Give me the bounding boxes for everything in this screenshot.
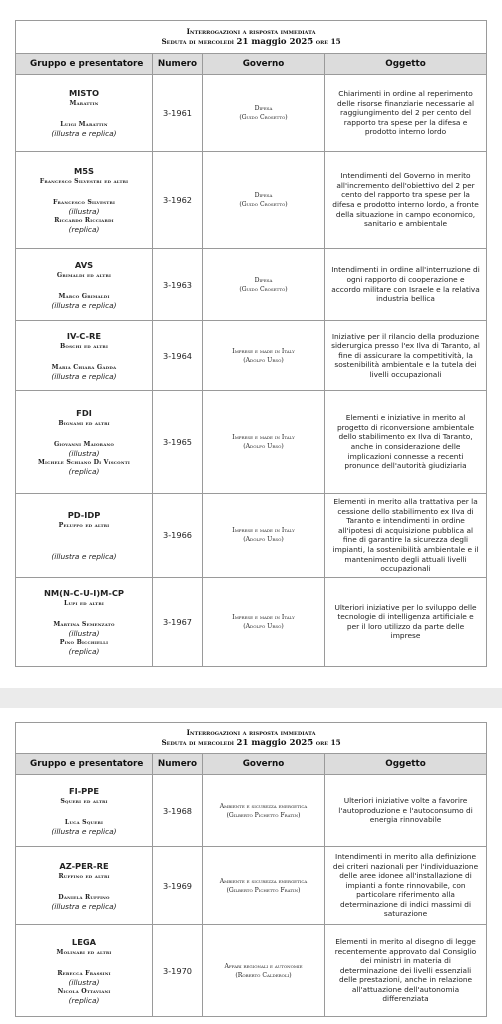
presenter-name: Francesco Silvestri	[52, 199, 116, 206]
presenter-name: Daniela Ruffino	[58, 893, 110, 901]
table-row	[16, 75, 487, 152]
presenter-role: (illustra e replica)	[51, 129, 117, 138]
government-cell	[203, 577, 325, 666]
presenter-name: Martina Semenzato	[53, 620, 115, 628]
group-name: M5S	[73, 166, 94, 176]
table-row	[16, 847, 487, 925]
ministry: Imprese e made in Italy	[232, 527, 295, 535]
group-signers: Lupi ed altri	[64, 599, 104, 607]
group-signers: Grimaldi ed altri	[56, 271, 112, 279]
group-name: FDI	[76, 408, 92, 418]
presenter-role: (illustra e replica)	[51, 300, 117, 310]
question-number: 3-1962	[153, 152, 203, 249]
table-row	[16, 577, 487, 666]
subject-cell: Elementi e iniziative in merito al progetto di riconversione ambientale dello stabilimento ex Ilva di Taranto, anche in considerazione delle implicazioni connesse a recenti pronunce dell'autorità giudiziaria	[325, 391, 487, 494]
presenter-name: Luigi Marattin	[60, 121, 108, 128]
column-header-subject: Oggetto	[325, 754, 487, 775]
column-header-number: Numero	[153, 754, 203, 775]
column-header-number: Numero	[153, 54, 203, 75]
column-header-government: Governo	[203, 54, 325, 75]
minister: (Roberto Calderoli)	[235, 971, 292, 979]
table-row	[16, 152, 487, 249]
table-row	[16, 321, 487, 391]
question-number: 3-1966	[153, 494, 203, 578]
group-name: MISTO	[68, 88, 100, 98]
presenter-name: Nicola Ottaviani	[57, 987, 111, 995]
group-signers: Boschi ed altri	[59, 342, 109, 350]
table-title	[16, 723, 487, 754]
title-text: Interrogazioni a risposta immediata	[186, 27, 316, 36]
group-signers: Bignami ed altri	[58, 420, 110, 427]
ministry: Imprese e made in Italy	[232, 347, 295, 355]
subject-cell: Ulteriori iniziative volte a favorire l'autoproduzione e l'autoconsumo di energia rinnovabile	[325, 775, 487, 847]
presenter-role: (illustra)	[68, 207, 100, 216]
question-number: 3-1967	[153, 577, 203, 666]
subject-cell: Ulteriori iniziative per lo sviluppo delle tecnologie di intelligenza artificiale e per il loro utilizzo da parte delle imprese	[325, 577, 487, 666]
ministry: Ambiente e sicurezza energetica	[219, 802, 308, 810]
presenter-name: Marco Grimaldi	[58, 292, 110, 300]
group-signers: Molinari ed altri	[56, 948, 112, 956]
presenter-role: (illustra)	[68, 977, 100, 987]
question-number: 3-1969	[153, 847, 203, 925]
group-signers: Peluffo ed altri	[58, 521, 110, 529]
minister: (Adolfo Urso)	[243, 622, 284, 630]
question-number: 3-1963	[153, 249, 203, 321]
group-signers: Francesco Silvestri ed altri	[39, 178, 129, 185]
column-header-subject: Oggetto	[325, 54, 487, 75]
minister: (Gilberto Pichetto Fratin)	[226, 886, 301, 894]
questions-table-page-2	[15, 722, 487, 1017]
table-title	[16, 21, 487, 54]
subtitle-hour: ore 15	[315, 738, 341, 747]
ministry: Imprese e made in Italy	[232, 434, 295, 441]
group-signers: Ruffino ed altri	[58, 872, 110, 880]
question-number: 3-1964	[153, 321, 203, 391]
subject-cell: Chiarimenti in ordine al reperimento delle risorse finanziarie necessarie al raggiungimento del 2 per cento del rapporto tra spese per la difesa e prodotto interno lordo	[325, 75, 487, 152]
presenter-role: (replica)	[68, 225, 100, 234]
subject-cell: Elementi in merito al disegno di legge recentemente approvato dal Consiglio dei ministri in materia di determinazione dei livelli essenziali delle prestazioni, anche in relazione all'attuazione dell'autonomia differenziata	[325, 925, 487, 1017]
question-number: 3-1968	[153, 775, 203, 847]
group-cell	[16, 925, 153, 1017]
minister: (Guido Crosetto)	[239, 114, 288, 121]
minister: (Guido Crosetto)	[239, 201, 288, 208]
question-number: 3-1961	[153, 75, 203, 152]
presenter-name: Rebecca Frassini	[57, 969, 111, 977]
group-cell	[16, 577, 153, 666]
group-name: AVS	[74, 259, 94, 270]
subtitle-prefix: Seduta di mercoledì	[161, 37, 235, 46]
title-text: Interrogazioni a risposta immediata	[186, 728, 316, 737]
session-date: 21 maggio 2025	[236, 37, 314, 47]
subject-cell: Intendimenti in merito alla definizione dei criteri nazionali per l'individuazione delle aree idonee all'installazione di impianti a fonte rinnovabile, con particolare riferimento alla determinazione di indici massimi di saturazione	[325, 847, 487, 925]
presenter-name: Pino Bicchielli	[59, 638, 109, 646]
ministry: Ambiente e sicurezza energetica	[219, 877, 308, 885]
column-header-group: Gruppo e presentatore	[16, 54, 153, 75]
presenter-role: (illustra e replica)	[51, 826, 117, 836]
group-name: NM(N-C-U-I)M-CP	[43, 587, 125, 598]
table-row	[16, 494, 487, 578]
presenter-role: (illustra)	[68, 628, 100, 638]
group-name: IV-C-RE	[66, 330, 102, 341]
question-number: 3-1965	[153, 391, 203, 494]
presenter-name: Luca Squeri	[64, 818, 104, 826]
minister: (Gilberto Pichetto Fratin)	[226, 811, 301, 819]
presenter-name: Michele Schiano Di Visconti	[38, 459, 130, 466]
presenter-role: (illustra e replica)	[51, 901, 117, 911]
subtitle-hour: ore 15	[315, 37, 341, 46]
subject-cell: Intendimenti in ordine all'interruzione di ogni rapporto di cooperazione e accordo militare con Israele e la relativa industria bellica	[325, 249, 487, 321]
minister: (Adolfo Urso)	[243, 443, 284, 450]
group-cell	[16, 775, 153, 847]
presenter-role: (replica)	[68, 646, 100, 656]
subject-cell: Iniziative per il rilancio della produzione siderurgica presso l'ex Ilva di Taranto, al fine di assicurare la competitività, la sostenibilità ambientale e la tutela dei livelli occupazionali	[325, 321, 487, 391]
ministry: Imprese e made in Italy	[232, 613, 295, 621]
group-cell	[16, 391, 153, 494]
ministry: Difesa	[254, 276, 273, 284]
column-header-government: Governo	[203, 754, 325, 775]
group-cell	[16, 321, 153, 391]
group-cell	[16, 152, 153, 249]
government-cell	[203, 75, 325, 152]
group-signers: Squeri ed altri	[60, 797, 108, 805]
column-header-group: Gruppo e presentatore	[16, 754, 153, 775]
government-cell	[203, 152, 325, 249]
government-cell	[203, 775, 325, 847]
group-cell	[16, 75, 153, 152]
group-cell	[16, 494, 153, 578]
question-number: 3-1970	[153, 925, 203, 1017]
group-cell	[16, 847, 153, 925]
presenter-name: Maria Chiara Gadda	[51, 363, 117, 371]
ministry: Difesa	[254, 192, 273, 199]
group-signers: Marattin	[69, 100, 99, 107]
presenter-name: Giovanni Maiorano	[53, 441, 115, 448]
government-cell	[203, 925, 325, 1017]
questions-table-page-1	[15, 20, 487, 667]
table-row	[16, 925, 487, 1017]
group-name: FI-PPE	[68, 785, 100, 796]
minister: (Adolfo Urso)	[243, 536, 284, 544]
ministry: Affari regionali e autonomie	[224, 962, 303, 970]
government-cell	[203, 391, 325, 494]
group-name: LEGA	[71, 936, 97, 947]
presenter-role: (replica)	[68, 995, 100, 1005]
presenter-role: (illustra)	[68, 449, 100, 458]
document-page-2	[0, 708, 502, 1024]
government-cell	[203, 321, 325, 391]
minister: (Adolfo Urso)	[243, 356, 284, 364]
presenter-role: (replica)	[68, 467, 100, 476]
group-cell	[16, 249, 153, 321]
subject-cell: Intendimenti del Governo in merito all'incremento dell'obiettivo del 2 per cento del rapporto tra spese per la difesa e prodotto interno lordo, a fronte della situazione in campo economico, sanitario e ambientale	[325, 152, 487, 249]
table-row	[16, 391, 487, 494]
subject-cell: Elementi in merito alla trattativa per la cessione dello stabilimento ex Ilva di Taranto e intendimenti in ordine all'ipotesi di acquisizione pubblica al fine di garantire la sicurezza degli impianti, la sostenibilità ambientale e il mantenimento degli attuali livelli occupazionali	[325, 494, 487, 578]
government-cell	[203, 847, 325, 925]
table-row	[16, 775, 487, 847]
government-cell	[203, 249, 325, 321]
presenter-role: (illustra e replica)	[51, 371, 117, 381]
presenter-name: Riccardo Ricciardi	[54, 217, 114, 224]
session-date: 21 maggio 2025	[236, 738, 314, 748]
group-name: AZ-PER-RE	[59, 860, 109, 871]
minister: (Guido Crosetto)	[239, 285, 288, 293]
subtitle-prefix: Seduta di mercoledì	[161, 738, 235, 747]
presenter-role: (illustra e replica)	[51, 551, 117, 561]
table-row	[16, 249, 487, 321]
ministry: Difesa	[254, 105, 273, 112]
government-cell	[203, 494, 325, 578]
group-name: PD-IDP	[67, 509, 101, 520]
